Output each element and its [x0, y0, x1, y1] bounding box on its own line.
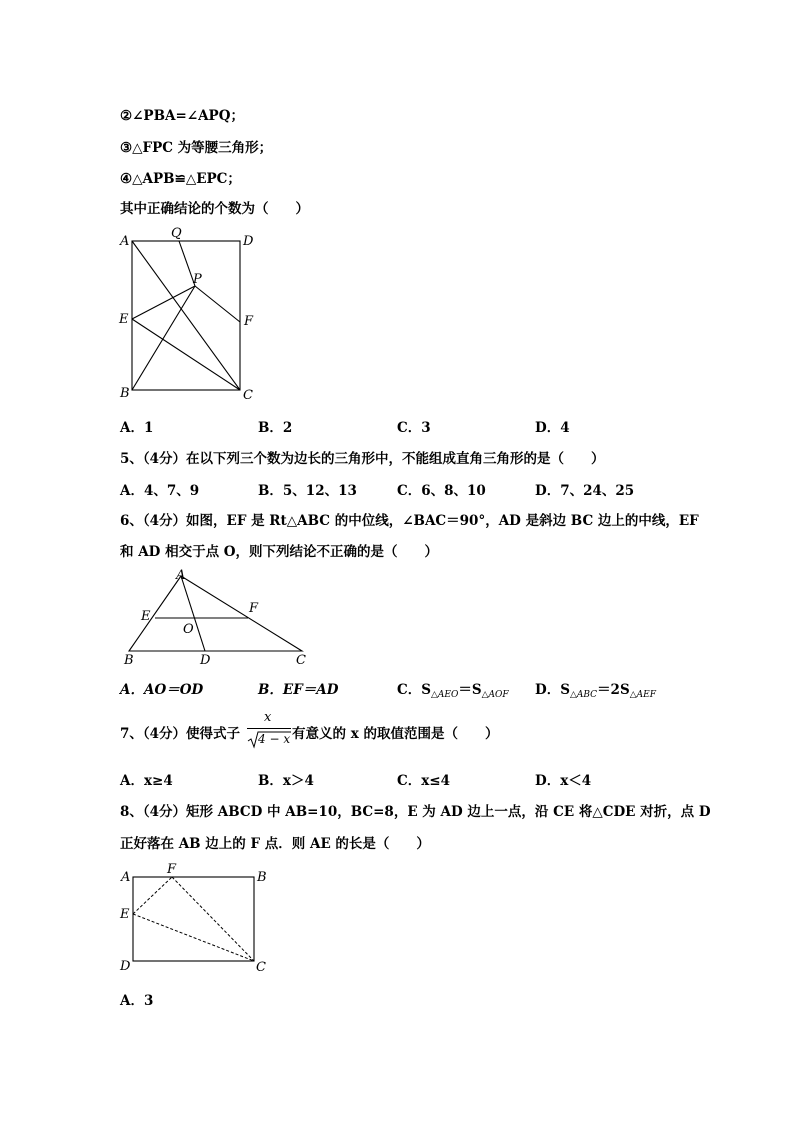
- q5-option-c: C．6、8、10: [397, 483, 486, 499]
- q4-label-c: C: [243, 388, 253, 403]
- q4-rectangle-figure: [110, 222, 270, 407]
- q8-label-b: B: [257, 870, 267, 885]
- q7-option-a: A．x≥4: [120, 773, 173, 789]
- q7-numerator: x: [264, 710, 272, 725]
- q4-label-b: B: [120, 386, 130, 401]
- q6-label-b: B: [124, 653, 134, 668]
- q8-rectangle-figure: [115, 858, 280, 976]
- q4-label-e: E: [119, 312, 129, 327]
- q6-stem-line1: 6、（4分）如图，EF 是 Rt△ABC 的中位线，∠BAC＝90°，AD 是斜边 BC 边上的中线，EF: [120, 513, 699, 529]
- q6-label-o: O: [183, 622, 194, 637]
- q8-label-e: E: [120, 907, 130, 922]
- q4-label-q: Q: [171, 226, 182, 241]
- q4-option-d: D．4: [535, 420, 570, 436]
- q7-fraction: [247, 710, 293, 750]
- q4-label-f: F: [244, 314, 254, 329]
- q8-label-d: D: [120, 959, 131, 974]
- q8-stem-line1: 8、（4分）矩形 ABCD 中 AB=10，BC=8，E 为 AD 边上一点，沿 CE 将△CDE 对折，点 D: [120, 804, 711, 820]
- q4-label-a: A: [120, 234, 130, 249]
- q8-label-a: A: [121, 870, 131, 885]
- q4-option-b: B．2: [258, 420, 293, 436]
- q6-label-f: F: [249, 601, 259, 616]
- q4-statement-4: ④△APB≌△EPC；: [120, 171, 241, 187]
- q6-stem-line2: 和 AD 相交于点 O，则下列结论不正确的是（ ）: [120, 544, 439, 560]
- q5-stem: 5、（4分）在以下列三个数为边长的三角形中，不能组成直角三角形的是（ ）: [120, 451, 605, 467]
- q5-option-b: B．5、12、13: [258, 483, 357, 499]
- q7-stem-post: 有意义的 x 的取值范围是（ ）: [292, 726, 499, 742]
- q6-label-d: D: [200, 653, 211, 668]
- q4-option-a: A．1: [120, 420, 154, 436]
- q8-label-c: C: [256, 960, 266, 975]
- q8-option-a: A．3: [120, 993, 154, 1009]
- q7-option-c: C．x≤4: [397, 773, 450, 789]
- q7-stem-pre: 7、（4分）使得式子: [120, 726, 241, 742]
- q8-label-f: F: [167, 862, 177, 877]
- q6-option-c: C．$S_{\triangle AEO}=S_{\triangle AOF}$: [397, 682, 509, 700]
- q4-option-c: C．3: [397, 420, 431, 436]
- q6-option-a: A．AO＝OD: [120, 682, 204, 698]
- q4-statement-3: ③△FPC 为等腰三角形；: [120, 140, 273, 156]
- q6-label-c: C: [296, 653, 306, 668]
- q6-option-b: B．EF＝AD: [258, 682, 339, 698]
- q8-stem-line2: 正好落在 AB 边上的 F 点．则 AE 的长是（ ）: [120, 836, 430, 852]
- q7-denominator: 4 − x: [258, 732, 291, 746]
- q6-label-e: E: [141, 609, 151, 624]
- q7-fraction-bar: [247, 728, 291, 729]
- q6-option-d: D．$S_{\triangle ABC}=2S_{\triangle AEF}$: [535, 682, 656, 700]
- q4-label-d: D: [243, 234, 254, 249]
- q6-label-a: A: [176, 568, 186, 583]
- q4-label-p: P: [193, 272, 202, 287]
- q7-option-b: B．x＞4: [258, 773, 314, 789]
- q6-triangle-figure: [115, 562, 325, 672]
- q7-option-d: D．x＜4: [535, 773, 592, 789]
- q4-statement-2: ②∠PBA=∠APQ；: [120, 108, 244, 124]
- q5-option-a: A．4、7、9: [120, 483, 200, 499]
- q4-stem: 其中正确结论的个数为（ ）: [120, 201, 309, 217]
- q5-option-d: D．7、24、25: [535, 483, 635, 499]
